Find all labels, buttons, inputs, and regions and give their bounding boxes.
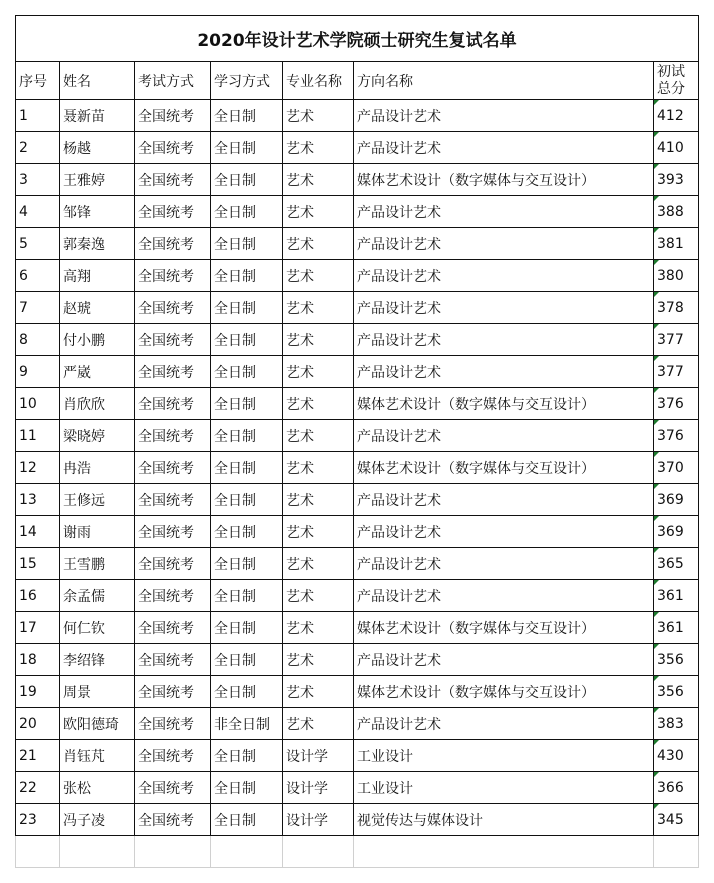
number-as-text-warning-icon [654,356,659,361]
table-row [16,612,699,644]
cell-direction[interactable]: 产品设计艺术 [354,420,654,452]
cell-exam[interactable]: 全国统考 [135,420,211,452]
cell-study[interactable]: 全日制 [211,612,283,644]
table-row [16,484,699,516]
cell-exam[interactable]: 全国统考 [135,676,211,708]
header-no[interactable]: 序号 [16,62,60,100]
cell-no[interactable]: 6 [16,260,60,292]
cell-name[interactable]: 杨越 [60,132,135,164]
table-row [16,516,699,548]
number-as-text-warning-icon [654,132,659,137]
cell-exam[interactable]: 全国统考 [135,356,211,388]
cell-name[interactable]: 邹锋 [60,196,135,228]
table-row [16,772,699,804]
header-exam[interactable]: 考试方式 [135,62,211,100]
empty-cell[interactable] [16,836,60,868]
cell-no[interactable]: 22 [16,772,60,804]
number-as-text-warning-icon [654,420,659,425]
score-value: 345 [657,811,684,828]
cell-name[interactable]: 严崴 [60,356,135,388]
cell-name[interactable]: 郭秦逸 [60,228,135,260]
cell-major[interactable]: 艺术 [283,612,354,644]
cell-score[interactable] [654,612,699,644]
cell-direction[interactable]: 媒体艺术设计（数字媒体与交互设计） [354,612,654,644]
cell-exam[interactable]: 全国统考 [135,196,211,228]
cell-score[interactable] [654,772,699,804]
cell-major[interactable]: 艺术 [283,548,354,580]
cell-name[interactable]: 王雅婷 [60,164,135,196]
score-value: 376 [657,427,684,444]
number-as-text-warning-icon [654,548,659,553]
cell-direction[interactable]: 产品设计艺术 [354,708,654,740]
table-row [16,292,699,324]
cell-no[interactable]: 17 [16,612,60,644]
cell-score[interactable] [654,484,699,516]
cell-direction[interactable]: 产品设计艺术 [354,324,654,356]
empty-cell[interactable] [654,836,699,868]
cell-no[interactable]: 5 [16,228,60,260]
cell-direction[interactable]: 工业设计 [354,740,654,772]
score-value: 383 [657,715,684,732]
score-value: 412 [657,107,684,124]
score-value: 361 [657,619,684,636]
score-value: 378 [657,299,684,316]
cell-major[interactable]: 艺术 [283,228,354,260]
score-value: 356 [657,651,684,668]
cell-name[interactable]: 余孟儒 [60,580,135,612]
table-row [16,196,699,228]
cell-study[interactable]: 全日制 [211,260,283,292]
cell-no[interactable]: 2 [16,132,60,164]
cell-direction[interactable]: 产品设计艺术 [354,484,654,516]
cell-exam[interactable]: 全国统考 [135,612,211,644]
cell-score[interactable] [654,164,699,196]
cell-study[interactable]: 全日制 [211,388,283,420]
cell-name[interactable]: 冉浩 [60,452,135,484]
cell-score[interactable] [654,804,699,836]
cell-direction[interactable]: 视觉传达与媒体设计 [354,804,654,836]
cell-no[interactable]: 19 [16,676,60,708]
cell-no[interactable]: 10 [16,388,60,420]
cell-exam[interactable]: 全国统考 [135,452,211,484]
cell-study[interactable]: 全日制 [211,516,283,548]
table-row [16,804,699,836]
header-major[interactable]: 专业名称 [283,62,354,100]
cell-name[interactable]: 张松 [60,772,135,804]
cell-no[interactable]: 12 [16,452,60,484]
cell-name[interactable]: 冯子凌 [60,804,135,836]
cell-study[interactable]: 全日制 [211,452,283,484]
cell-score[interactable] [654,676,699,708]
cell-direction[interactable]: 媒体艺术设计（数字媒体与交互设计） [354,452,654,484]
cell-score[interactable] [654,100,699,132]
cell-name[interactable]: 高翔 [60,260,135,292]
number-as-text-warning-icon [654,484,659,489]
score-value: 380 [657,267,684,284]
cell-major[interactable]: 设计学 [283,804,354,836]
header-name[interactable]: 姓名 [60,62,135,100]
cell-major[interactable]: 艺术 [283,484,354,516]
cell-exam[interactable]: 全国统考 [135,100,211,132]
cell-score[interactable] [654,516,699,548]
cell-major[interactable]: 艺术 [283,324,354,356]
number-as-text-warning-icon [654,196,659,201]
empty-cell[interactable] [60,836,135,868]
cell-study[interactable]: 全日制 [211,228,283,260]
empty-cell[interactable] [211,836,283,868]
cell-name[interactable]: 李绍锋 [60,644,135,676]
cell-study[interactable]: 非全日制 [211,708,283,740]
cell-name[interactable]: 肖欣欣 [60,388,135,420]
cell-score[interactable] [654,132,699,164]
cell-major[interactable]: 艺术 [283,580,354,612]
candidate-table [15,15,699,868]
cell-score[interactable] [654,580,699,612]
cell-major[interactable]: 艺术 [283,132,354,164]
number-as-text-warning-icon [654,804,659,809]
cell-study[interactable]: 全日制 [211,164,283,196]
cell-direction[interactable]: 媒体艺术设计（数字媒体与交互设计） [354,164,654,196]
cell-direction[interactable]: 产品设计艺术 [354,100,654,132]
cell-no[interactable]: 13 [16,484,60,516]
cell-direction[interactable]: 产品设计艺术 [354,580,654,612]
cell-exam[interactable]: 全国统考 [135,324,211,356]
cell-exam[interactable]: 全国统考 [135,580,211,612]
cell-major[interactable]: 设计学 [283,740,354,772]
cell-direction[interactable]: 产品设计艺术 [354,292,654,324]
cell-name[interactable]: 付小鹏 [60,324,135,356]
table-row [16,356,699,388]
cell-direction[interactable]: 产品设计艺术 [354,196,654,228]
cell-exam[interactable]: 全国统考 [135,804,211,836]
cell-score[interactable] [654,196,699,228]
cell-exam[interactable]: 全国统考 [135,644,211,676]
empty-cell[interactable] [135,836,211,868]
cell-exam[interactable]: 全国统考 [135,132,211,164]
cell-no[interactable]: 3 [16,164,60,196]
cell-no[interactable]: 20 [16,708,60,740]
cell-exam[interactable]: 全国统考 [135,708,211,740]
cell-score[interactable] [654,740,699,772]
empty-cell[interactable] [283,836,354,868]
cell-study[interactable]: 全日制 [211,484,283,516]
title-row [16,16,699,62]
cell-major[interactable]: 艺术 [283,388,354,420]
cell-direction[interactable]: 产品设计艺术 [354,132,654,164]
table-row [16,708,699,740]
cell-exam[interactable]: 全国统考 [135,292,211,324]
cell-major[interactable]: 艺术 [283,292,354,324]
table-row [16,740,699,772]
cell-study[interactable]: 全日制 [211,100,283,132]
table-row [16,420,699,452]
empty-row [16,836,699,868]
cell-study[interactable]: 全日制 [211,196,283,228]
cell-study[interactable]: 全日制 [211,580,283,612]
cell-name[interactable]: 王修远 [60,484,135,516]
score-value: 356 [657,683,684,700]
score-value: 388 [657,203,684,220]
score-value: 369 [657,523,684,540]
number-as-text-warning-icon [654,452,659,457]
header-direction[interactable]: 方向名称 [354,62,654,100]
table-row [16,100,699,132]
cell-direction[interactable]: 媒体艺术设计（数字媒体与交互设计） [354,388,654,420]
cell-major[interactable]: 艺术 [283,644,354,676]
cell-name[interactable]: 梁晓婷 [60,420,135,452]
score-value: 393 [657,171,684,188]
score-value: 366 [657,779,684,796]
cell-score[interactable] [654,356,699,388]
cell-study[interactable]: 全日制 [211,356,283,388]
cell-major[interactable]: 艺术 [283,356,354,388]
number-as-text-warning-icon [654,100,659,105]
cell-major[interactable]: 艺术 [283,452,354,484]
cell-study[interactable]: 全日制 [211,324,283,356]
cell-name[interactable]: 周景 [60,676,135,708]
cell-no[interactable]: 14 [16,516,60,548]
cell-score[interactable] [654,388,699,420]
score-value: 370 [657,459,684,476]
cell-no[interactable]: 16 [16,580,60,612]
number-as-text-warning-icon [654,580,659,585]
cell-no[interactable]: 18 [16,644,60,676]
cell-name[interactable]: 欧阳德琦 [60,708,135,740]
cell-major[interactable]: 艺术 [283,420,354,452]
cell-name[interactable]: 赵琥 [60,292,135,324]
cell-major[interactable]: 艺术 [283,164,354,196]
score-value: 410 [657,139,684,156]
cell-study[interactable]: 全日制 [211,292,283,324]
cell-study[interactable]: 全日制 [211,644,283,676]
cell-exam[interactable]: 全国统考 [135,772,211,804]
cell-score[interactable] [654,228,699,260]
cell-exam[interactable]: 全国统考 [135,228,211,260]
number-as-text-warning-icon [654,324,659,329]
cell-score[interactable] [654,420,699,452]
header-score-line1: 初试 [657,63,685,80]
cell-name[interactable]: 谢雨 [60,516,135,548]
cell-direction[interactable]: 产品设计艺术 [354,356,654,388]
cell-score[interactable] [654,548,699,580]
cell-study[interactable]: 全日制 [211,420,283,452]
number-as-text-warning-icon [654,388,659,393]
cell-no[interactable]: 11 [16,420,60,452]
cell-name[interactable]: 何仁钦 [60,612,135,644]
cell-no[interactable]: 15 [16,548,60,580]
score-value: 361 [657,587,684,604]
score-value: 377 [657,331,684,348]
number-as-text-warning-icon [654,740,659,745]
cell-major[interactable]: 艺术 [283,100,354,132]
cell-direction[interactable]: 产品设计艺术 [354,260,654,292]
cell-exam[interactable]: 全国统考 [135,740,211,772]
score-value: 377 [657,363,684,380]
cell-direction[interactable]: 产品设计艺术 [354,516,654,548]
table-row [16,164,699,196]
cell-study[interactable]: 全日制 [211,804,283,836]
cell-direction[interactable]: 媒体艺术设计（数字媒体与交互设计） [354,676,654,708]
cell-exam[interactable]: 全国统考 [135,484,211,516]
table-row [16,452,699,484]
table-row [16,580,699,612]
cell-exam[interactable]: 全国统考 [135,516,211,548]
cell-no[interactable]: 21 [16,740,60,772]
score-value: 369 [657,491,684,508]
cell-no[interactable]: 23 [16,804,60,836]
cell-study[interactable]: 全日制 [211,740,283,772]
cell-major[interactable]: 艺术 [283,196,354,228]
number-as-text-warning-icon [654,260,659,265]
score-value: 365 [657,555,684,572]
cell-major[interactable]: 设计学 [283,772,354,804]
cell-score[interactable] [654,324,699,356]
score-value: 381 [657,235,684,252]
cell-study[interactable]: 全日制 [211,548,283,580]
cell-study[interactable]: 全日制 [211,676,283,708]
table-row [16,548,699,580]
cell-score[interactable] [654,644,699,676]
cell-no[interactable]: 7 [16,292,60,324]
score-value: 430 [657,747,684,764]
cell-score[interactable] [654,292,699,324]
cell-no[interactable]: 8 [16,324,60,356]
table-row [16,260,699,292]
cell-major[interactable]: 艺术 [283,708,354,740]
spreadsheet [15,15,699,868]
number-as-text-warning-icon [654,612,659,617]
table-row [16,228,699,260]
cell-exam[interactable]: 全国统考 [135,548,211,580]
header-score-line2: 总分 [657,80,685,97]
table-row [16,676,699,708]
cell-score[interactable] [654,708,699,740]
number-as-text-warning-icon [654,516,659,521]
cell-study[interactable]: 全日制 [211,772,283,804]
number-as-text-warning-icon [654,676,659,681]
cell-major[interactable]: 艺术 [283,260,354,292]
cell-exam[interactable]: 全国统考 [135,260,211,292]
cell-major[interactable]: 艺术 [283,516,354,548]
cell-name[interactable]: 王雪鹏 [60,548,135,580]
cell-study[interactable]: 全日制 [211,132,283,164]
cell-direction[interactable]: 产品设计艺术 [354,548,654,580]
number-as-text-warning-icon [654,708,659,713]
cell-name[interactable]: 聂新苗 [60,100,135,132]
number-as-text-warning-icon [654,164,659,169]
cell-direction[interactable]: 工业设计 [354,772,654,804]
number-as-text-warning-icon [654,228,659,233]
cell-score[interactable] [654,260,699,292]
cell-direction[interactable]: 产品设计艺术 [354,228,654,260]
header-row [16,62,699,100]
cell-exam[interactable]: 全国统考 [135,164,211,196]
table-row [16,132,699,164]
cell-name[interactable]: 肖钰芃 [60,740,135,772]
cell-direction[interactable]: 产品设计艺术 [354,644,654,676]
score-value: 376 [657,395,684,412]
header-score[interactable] [654,62,699,100]
cell-no[interactable]: 1 [16,100,60,132]
table-row [16,388,699,420]
cell-score[interactable] [654,452,699,484]
cell-no[interactable]: 9 [16,356,60,388]
table-row [16,644,699,676]
number-as-text-warning-icon [654,644,659,649]
cell-no[interactable]: 4 [16,196,60,228]
number-as-text-warning-icon [654,772,659,777]
cell-major[interactable]: 艺术 [283,676,354,708]
table-row [16,324,699,356]
page-title[interactable]: 2020年设计艺术学院硕士研究生复试名单 [16,16,699,62]
header-study[interactable]: 学习方式 [211,62,283,100]
number-as-text-warning-icon [654,292,659,297]
empty-cell[interactable] [354,836,654,868]
cell-exam[interactable]: 全国统考 [135,388,211,420]
